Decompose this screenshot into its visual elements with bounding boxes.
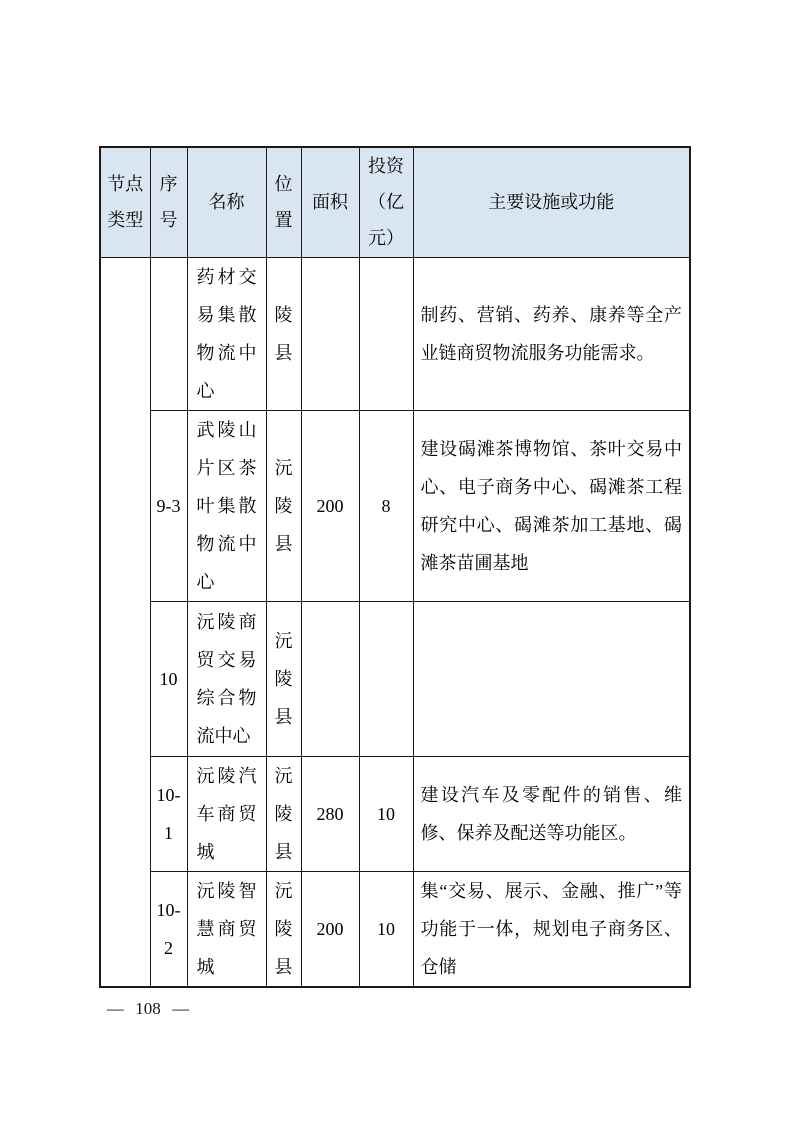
- cell-investment: [359, 257, 413, 410]
- cell-seq: 10-1: [150, 756, 187, 871]
- cell-location: 沅陵县: [266, 601, 301, 756]
- cell-investment: 10: [359, 871, 413, 987]
- cell-functions: 建设汽车及零配件的销售、维修、保养及配送等功能区。: [413, 756, 690, 871]
- cell-area: [301, 601, 359, 756]
- cell-area: 200: [301, 871, 359, 987]
- cell-seq: 10-2: [150, 871, 187, 987]
- col-header-name: 名称: [187, 147, 266, 257]
- table-row: [100, 601, 690, 756]
- col-header-functions: 主要设施或功能: [413, 147, 690, 257]
- cell-seq: 10: [150, 601, 187, 756]
- table-row: [100, 871, 690, 987]
- cell-seq: 9-3: [150, 410, 187, 601]
- table-row: [100, 410, 690, 601]
- table-row: [100, 756, 690, 871]
- cell-location: 沅陵县: [266, 871, 301, 987]
- cell-investment: 10: [359, 756, 413, 871]
- cell-functions: [413, 601, 690, 756]
- table-row: [100, 257, 690, 410]
- table-header-row: [100, 147, 690, 257]
- cell-investment: [359, 601, 413, 756]
- page-number: — 108 —: [107, 999, 189, 1018]
- cell-investment: 8: [359, 410, 413, 601]
- col-header-node-type: 节点类型: [100, 147, 150, 257]
- col-header-location: 位置: [266, 147, 301, 257]
- col-header-seq: 序号: [150, 147, 187, 257]
- cell-name: 沅陵智慧商贸城: [187, 871, 266, 987]
- cell-seq: [150, 257, 187, 410]
- cell-name: 药材交易集散物流中心: [187, 257, 266, 410]
- col-header-area: 面积: [301, 147, 359, 257]
- cell-functions: 建设碣滩茶博物馆、茶叶交易中心、电子商务中心、碣滩茶工程研究中心、碣滩茶加工基地、碣滩茶苗圃基地: [413, 410, 690, 601]
- cell-name: 沅陵商贸交易综合物流中心: [187, 601, 266, 756]
- cell-location: 沅陵县: [266, 756, 301, 871]
- cell-node-type-merged: [100, 257, 150, 987]
- cell-location: 陵县: [266, 257, 301, 410]
- cell-name: 沅陵汽车商贸城: [187, 756, 266, 871]
- col-header-investment: 投资（亿元）: [359, 147, 413, 257]
- cell-functions: 制药、营销、药养、康养等全产业链商贸物流服务功能需求。: [413, 257, 690, 410]
- cell-area: 200: [301, 410, 359, 601]
- logistics-nodes-table: [99, 146, 691, 988]
- cell-area: 280: [301, 756, 359, 871]
- cell-area: [301, 257, 359, 410]
- cell-functions: 集“交易、展示、金融、推广”等功能于一体，规划电子商务区、仓储: [413, 871, 690, 987]
- cell-name: 武陵山片区茶叶集散物流中心: [187, 410, 266, 601]
- cell-location: 沅陵县: [266, 410, 301, 601]
